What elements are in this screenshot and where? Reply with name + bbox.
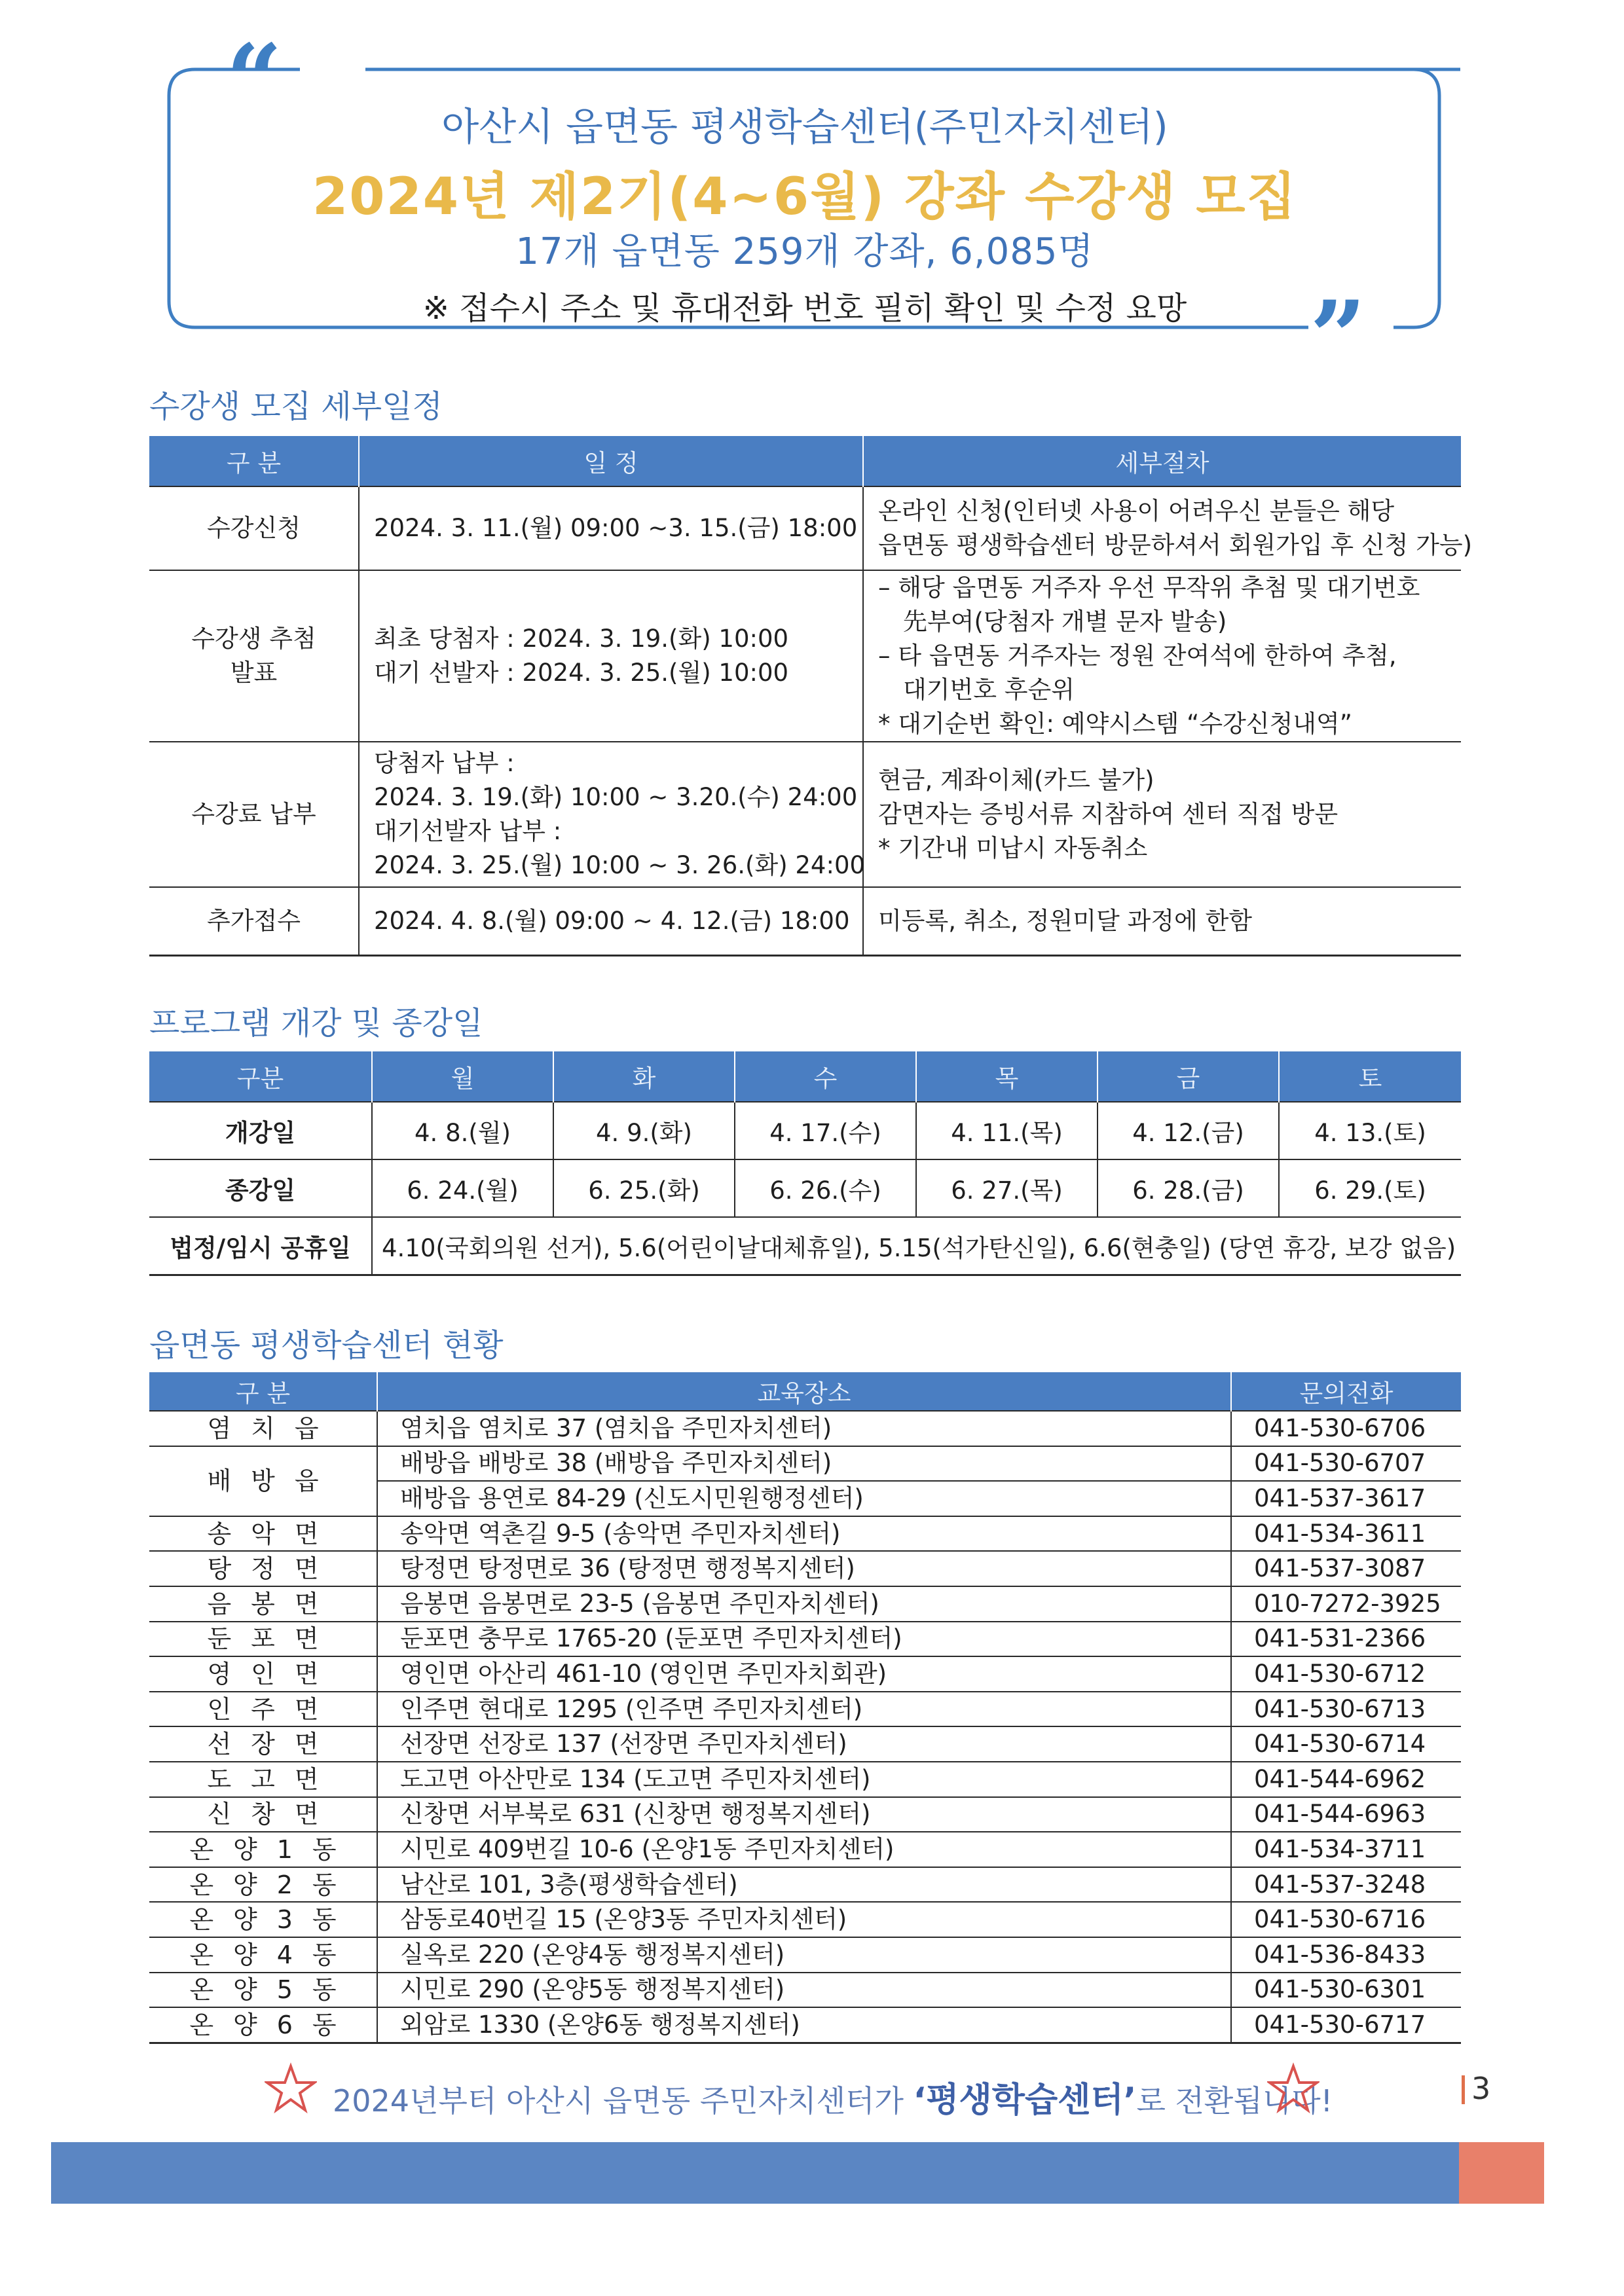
center-tel: 041-534-3611: [1231, 1516, 1461, 1552]
center-place: 탕정면 탕정면로 36 (탕정면 행정복지센터): [377, 1551, 1231, 1586]
open-date: 4. 9.(화): [553, 1102, 735, 1159]
center-name: 도고면: [149, 1762, 377, 1797]
centers-section-title: 읍면동 평생학습센터 현황: [149, 1327, 504, 1364]
program-header-day: 수: [735, 1051, 916, 1102]
star-icon: [265, 2062, 317, 2115]
schedule-category: [149, 570, 359, 742]
close-date: 6. 24.(월): [372, 1159, 553, 1217]
holiday-note: 4.10(국회의원 선거), 5.6(어린이날대체휴일), 5.15(석가탄신일), 6.6(현충일) (당연 휴강, 보강 없음): [372, 1217, 1461, 1275]
table-row: [149, 1516, 1461, 1552]
schedule-category: 수강료 납부: [149, 742, 359, 887]
schedule-date-line: 당첨자 납부 :: [374, 749, 515, 777]
schedule-date-line: 대기선발자 납부 :: [374, 817, 562, 845]
open-quote-icon: “: [226, 23, 283, 138]
schedule-date-line: 최초 당첨자 : 2024. 3. 19.(화) 10:00: [374, 625, 789, 653]
center-place: 염치읍 염치로 37 (염치읍 주민자치센터): [377, 1411, 1231, 1446]
center-place: 남산로 101, 3층(평생학습센터): [377, 1867, 1231, 1903]
schedule-date: [359, 570, 863, 742]
schedule-detail-line: 읍면동 평생학습센터 방문하셔서 회원가입 후 신청 가능): [878, 531, 1473, 559]
footer-message: [333, 2072, 1333, 2121]
footer-message-emphasis: ‘평생학습센터’: [913, 2081, 1137, 2120]
center-place: 선장면 선장로 137 (선장면 주민자치센터): [377, 1726, 1231, 1762]
center-place: 삼동로40번길 15 (온양3동 주민자치센터): [377, 1902, 1231, 1937]
centers-table: [149, 1372, 1461, 2044]
open-date-label: 개강일: [149, 1102, 372, 1159]
center-place: 음봉면 음봉면로 23-5 (음봉면 주민자치센터): [377, 1586, 1231, 1622]
schedule-date-line: 2024. 3. 11.(월) 09:00 ~3. 15.(금) 18:00: [374, 514, 858, 542]
center-place: 둔포면 충무로 1765-20 (둔포면 주민자치센터): [377, 1622, 1231, 1657]
schedule-date: [359, 887, 863, 955]
schedule-detail: [863, 742, 1461, 887]
footer-message-post: 로 전환됩니다!: [1136, 2083, 1333, 2119]
open-date: 4. 17.(수): [735, 1102, 916, 1159]
schedule-detail-line: 감면자는 증빙서류 지참하여 센터 직접 방문: [878, 800, 1338, 828]
holiday-label: 법정/임시 공휴일: [149, 1217, 372, 1275]
table-row: [149, 1551, 1461, 1586]
center-name: 온양4동: [149, 1937, 377, 1973]
schedule-date-line: 2024. 4. 8.(월) 09:00 ~ 4. 12.(금) 18:00: [374, 906, 850, 935]
table-row: [149, 1797, 1461, 1832]
schedule-date-line: 대기 선발자 : 2024. 3. 25.(월) 10:00: [374, 659, 789, 687]
center-place: 신창면 서부북로 631 (신창면 행정복지센터): [377, 1797, 1231, 1832]
center-name: 음봉면: [149, 1586, 377, 1622]
page-divider: [1462, 2075, 1465, 2104]
table-row: [149, 1902, 1461, 1937]
center-name: 신창면: [149, 1797, 377, 1832]
schedule-header-category: 구 분: [149, 436, 359, 486]
banner-summary: 17개 읍면동 259개 강좌, 6,085명: [515, 230, 1094, 273]
center-place: 시민로 409번길 10-6 (온양1동 주민자치센터): [377, 1832, 1231, 1867]
center-place: 인주면 현대로 1295 (인주면 주민자치센터): [377, 1692, 1231, 1727]
schedule-date-line: 2024. 3. 25.(월) 10:00 ~ 3. 26.(화) 24:00: [374, 851, 866, 879]
center-tel: 041-534-3711: [1231, 1832, 1461, 1867]
center-tel: 041-537-3248: [1231, 1867, 1461, 1903]
center-tel: 041-544-6962: [1231, 1762, 1461, 1797]
center-name: 온양1동: [149, 1832, 377, 1867]
center-place: 시민로 290 (온양5동 행정복지센터): [377, 1973, 1231, 2008]
page-number: 3: [1471, 2071, 1491, 2106]
center-tel: 041-537-3617: [1231, 1481, 1461, 1516]
center-tel: 041-530-6717: [1231, 2007, 1461, 2043]
center-tel: 041-530-6301: [1231, 1973, 1461, 2008]
schedule-table: [149, 436, 1473, 957]
table-row: [149, 1411, 1461, 1446]
table-row: [149, 1656, 1461, 1692]
close-quote-icon: ”: [1310, 280, 1367, 395]
program-header-day: 화: [553, 1051, 735, 1102]
schedule-detail-line: 대기번호 후순위: [903, 676, 1075, 704]
center-name: 배방읍: [149, 1446, 377, 1516]
schedule-category-line: 발표: [230, 659, 278, 687]
table-row: [149, 2007, 1461, 2043]
open-date: 4. 11.(목): [916, 1102, 1098, 1159]
star-icon: [1267, 2062, 1320, 2115]
center-tel: 041-530-6714: [1231, 1726, 1461, 1762]
schedule-detail-line: 현금, 계좌이체(카드 불가): [878, 766, 1154, 794]
program-header-day: 금: [1098, 1051, 1279, 1102]
center-tel: 041-530-6716: [1231, 1902, 1461, 1937]
table-row: [149, 1832, 1461, 1867]
table-row: [149, 1867, 1461, 1903]
center-place: 도고면 아산만로 134 (도고면 주민자치센터): [377, 1762, 1231, 1797]
center-place: 송악면 역촌길 9-5 (송악면 주민자치센터): [377, 1516, 1231, 1552]
close-date: 6. 28.(금): [1098, 1159, 1279, 1217]
open-date: 4. 13.(토): [1279, 1102, 1461, 1159]
schedule-detail-line: 온라인 신청(인터넷 사용이 어려우신 분들은 해당: [878, 497, 1395, 525]
schedule-detail-line: – 해당 읍면동 거주자 우선 무작위 추첨 및 대기번호: [878, 574, 1420, 602]
schedule-detail-line: 미등록, 취소, 정원미달 과정에 한함: [878, 906, 1252, 935]
schedule-detail: [863, 486, 1473, 570]
center-tel: 041-544-6963: [1231, 1797, 1461, 1832]
schedule-date: [359, 742, 866, 887]
center-tel: 041-530-6706: [1231, 1411, 1461, 1446]
program-header-category: 구분: [149, 1051, 372, 1102]
schedule-detail-line: – 타 읍면동 거주자는 정원 잔여석에 한하여 추첨,: [878, 642, 1397, 670]
schedule-date: [359, 486, 863, 570]
schedule-category-line: 수강생 추첨: [191, 625, 316, 653]
schedule-category: 수강신청: [149, 486, 359, 570]
banner-notice: ※ 접수시 주소 및 휴대전화 번호 필히 확인 및 수정 요망: [422, 290, 1187, 327]
close-date: 6. 29.(토): [1279, 1159, 1461, 1217]
center-place: 배방읍 배방로 38 (배방읍 주민자치센터): [377, 1446, 1231, 1482]
center-name: 선장면: [149, 1726, 377, 1762]
center-name: 인주면: [149, 1692, 377, 1727]
program-header-day: 토: [1279, 1051, 1461, 1102]
bottom-decor-strip: [51, 2142, 1544, 2204]
center-tel: 041-537-3087: [1231, 1551, 1461, 1586]
center-name: 온양2동: [149, 1867, 377, 1903]
banner-subtitle: 아산시 읍면동 평생학습센터(주민자치센터): [441, 104, 1168, 149]
center-name: 둔포면: [149, 1622, 377, 1657]
center-name: 염치읍: [149, 1411, 377, 1446]
open-date: 4. 8.(월): [372, 1102, 553, 1159]
schedule-detail-line: * 기간내 미납시 자동취소: [878, 834, 1148, 862]
table-row: [149, 1973, 1461, 2008]
table-row: [149, 1726, 1461, 1762]
centers-header-place: 교육장소: [377, 1372, 1231, 1411]
center-name: 온양3동: [149, 1902, 377, 1937]
center-tel: 041-536-8433: [1231, 1937, 1461, 1973]
schedule-header-date: 일 정: [359, 436, 863, 486]
close-date: 6. 25.(화): [553, 1159, 735, 1217]
program-table: [149, 1051, 1461, 1276]
close-date: 6. 26.(수): [735, 1159, 916, 1217]
footer-message-pre: 2024년부터 아산시 읍면동 주민자치센터가: [333, 2083, 913, 2119]
table-row: [149, 1446, 1461, 1482]
schedule-detail-line: * 대기순번 확인: 예약시스템 “수강신청내역”: [878, 710, 1352, 738]
center-place: 배방읍 용연로 84-29 (신도시민원행정센터): [377, 1481, 1231, 1516]
open-date: 4. 12.(금): [1098, 1102, 1279, 1159]
center-name: 온양6동: [149, 2007, 377, 2043]
banner-title: 2024년 제2기(4~6월) 강좌 수강생 모집: [312, 168, 1297, 227]
center-tel: 041-530-6713: [1231, 1692, 1461, 1727]
center-tel: 041-531-2366: [1231, 1622, 1461, 1657]
schedule-detail-line: 先부여(당첨자 개별 문자 발송): [903, 608, 1227, 636]
bottom-decor-accent: [1459, 2142, 1544, 2204]
schedule-date-line: 2024. 3. 19.(화) 10:00 ~ 3.20.(수) 24:00: [374, 783, 858, 811]
close-date: 6. 27.(목): [916, 1159, 1098, 1217]
center-tel: 041-530-6707: [1231, 1446, 1461, 1482]
table-row: [149, 1586, 1461, 1622]
center-tel: 010-7272-3925: [1231, 1586, 1461, 1622]
table-row: [149, 1937, 1461, 1973]
center-place: 영인면 아산리 461-10 (영인면 주민자치회관): [377, 1656, 1231, 1692]
close-date-label: 종강일: [149, 1159, 372, 1217]
center-name: 영인면: [149, 1656, 377, 1692]
program-header-day: 목: [916, 1051, 1098, 1102]
schedule-header-detail: 세부절차: [863, 436, 1461, 486]
centers-header-tel: 문의전화: [1231, 1372, 1461, 1411]
schedule-category: 추가접수: [149, 887, 359, 955]
center-name: 탕정면: [149, 1551, 377, 1586]
schedule-section-title: 수강생 모집 세부일정: [149, 388, 443, 425]
program-section-title: 프로그램 개강 및 종강일: [149, 1005, 483, 1042]
center-place: 외암로 1330 (온양6동 행정복지센터): [377, 2007, 1231, 2043]
schedule-detail: [863, 570, 1461, 742]
center-place: 실옥로 220 (온양4동 행정복지센터): [377, 1937, 1231, 1973]
table-row: [149, 1762, 1461, 1797]
center-tel: 041-530-6712: [1231, 1656, 1461, 1692]
program-header-day: 월: [372, 1051, 553, 1102]
schedule-detail: [863, 887, 1461, 955]
center-name: 온양5동: [149, 1973, 377, 2008]
centers-header-category: 구 분: [149, 1372, 377, 1411]
table-row: [149, 1622, 1461, 1657]
table-row: [149, 1692, 1461, 1727]
center-name: 송악면: [149, 1516, 377, 1552]
